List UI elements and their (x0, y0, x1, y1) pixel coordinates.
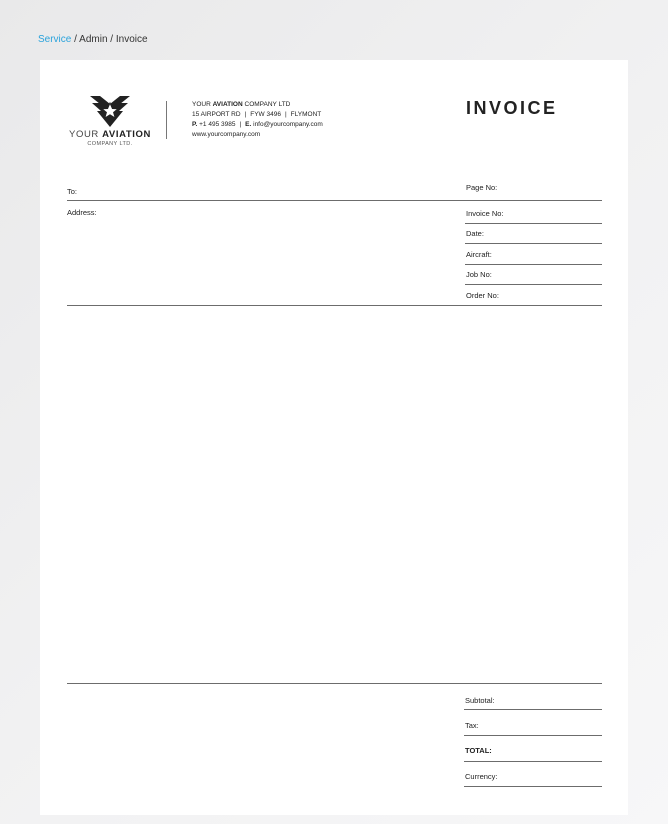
currency-line (464, 786, 602, 787)
invoice-no-line (465, 223, 602, 224)
aircraft-label: Aircraft: (466, 250, 492, 259)
date-line (465, 243, 602, 244)
currency-label: Currency: (465, 772, 498, 781)
breadcrumb (38, 34, 148, 45)
breadcrumb-link-service[interactable]: Service (38, 34, 72, 45)
logo-company-name: YOUR AVIATION (69, 129, 151, 140)
page-no-label: Page No: (466, 183, 498, 192)
job-no-label: Job No: (466, 270, 492, 279)
subtotal-line (464, 709, 602, 710)
subtotal-label: Subtotal: (465, 696, 495, 705)
winged-star-emblem-icon (88, 94, 132, 128)
invoice-sheet (40, 60, 628, 815)
to-label: To: (67, 187, 78, 196)
company-phone-email-line: P. +1 495 3985 | E. info@yourcompany.com (192, 121, 323, 128)
company-name-line: YOUR AVIATION COMPANY LTD (192, 101, 291, 108)
to-line (67, 200, 602, 201)
breadcrumb-item-invoice: Invoice (115, 34, 148, 45)
invoice-title: INVOICE (466, 98, 558, 118)
breadcrumb-item-admin: Admin (79, 34, 108, 45)
items-bottom-line (67, 683, 602, 684)
date-label: Date: (466, 229, 484, 238)
company-logo (68, 94, 152, 147)
header-divider (166, 101, 167, 139)
address-label: Address: (67, 208, 97, 217)
tax-label: Tax: (465, 721, 479, 730)
order-no-label: Order No: (466, 291, 499, 300)
company-contact-block (192, 100, 323, 140)
invoice-no-label: Invoice No: (466, 209, 504, 218)
total-line (464, 761, 602, 762)
company-address-line: 15 AIRPORT RD | FYW 3496 | FLYMONT (192, 111, 322, 118)
aircraft-line (465, 264, 602, 265)
total-label: TOTAL: (465, 746, 492, 755)
job-no-line (465, 284, 602, 285)
logo-company-suffix: COMPANY LTD. (87, 141, 133, 147)
company-website: www.yourcompany.com (192, 131, 261, 138)
breadcrumb-separator: / (71, 34, 80, 45)
breadcrumb-separator: / (107, 34, 116, 45)
details-bottom-line (67, 305, 602, 306)
tax-line (464, 735, 602, 736)
